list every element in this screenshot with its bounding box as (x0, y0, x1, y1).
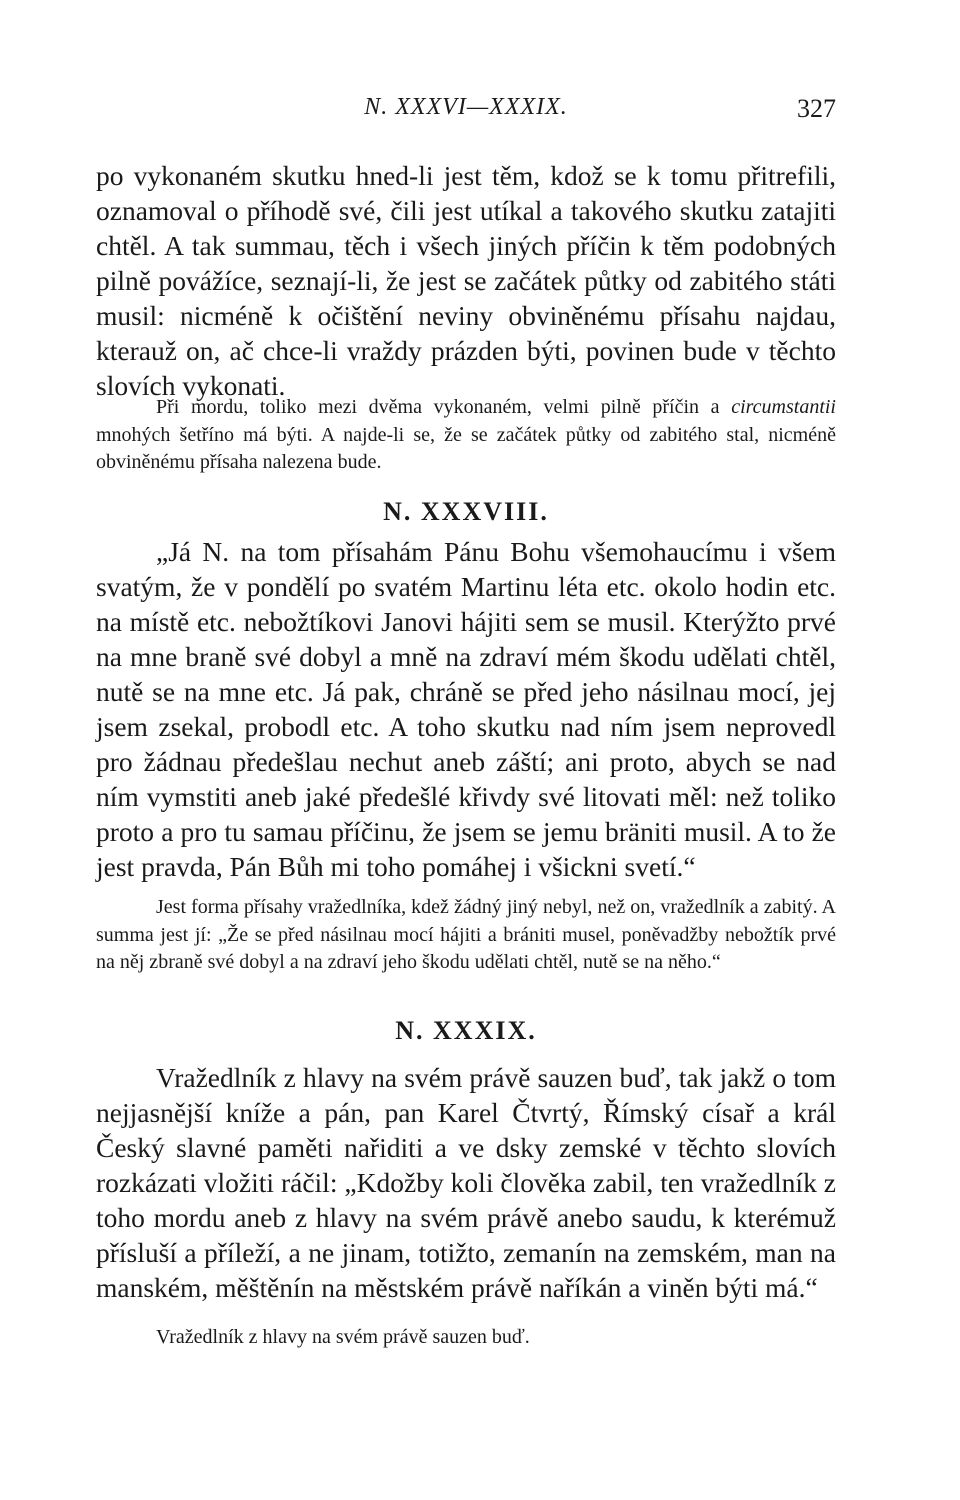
note-italic-term: circumstantii (731, 396, 836, 418)
section-38-note: Jest forma přísahy vražedlníka, kdež žádný jiný nebyl, než on, vražedlník a zabitý. A summa jest jí: „Že se před násilnau mocí hájiti a brániti musel, poněvadžby nebožtík prvé na něj zbraně své dobyl a na zdraví jeho škodu udělati chtěl, nutě se na něho.“ (96, 896, 836, 973)
section-39-text: Vražedlník z hlavy na svém právě sauzen buď, tak jakž o tom nejjasnější kníže a pán, pan Karel Čtvrtý, Římský císař a král Český slavné paměti nařiditi a ve dsky zemské v těchto slovích rozkázati vložiti ráčil: „Kdožby koli člověka zabil, ten vražedlník z toho mordu aneb z hlavy na svém právě anebo saudu, k kterémuž přísluší a příleží, a ne jinam, totižto, zemanín na zemském, man na manském, měštěnín na městském právě naříkán a viněn býti má.“ (96, 1062, 836, 1303)
note-text-end: mnohých šetříno má býti. A najde-li se, že se začátek půtky od zabitého stal, nicméně obviněnému přísaha nalezena bude. (96, 423, 836, 473)
running-title: N. XXXVI—XXXIX. (364, 94, 568, 120)
section-heading-39: N. XXXIX. (395, 1016, 537, 1045)
section-37-note (96, 394, 836, 477)
page-number: 327 (797, 94, 836, 123)
note-text-start: Při mordu, toliko mezi dvěma vykonaném, velmi pilně příčin a (156, 396, 732, 418)
oath-text: „Já N. na tom přísahám Pánu Bohu všemohaucímu i všem svatým, že v pondělí po svatém Martinu léta etc. okolo hodin etc. na místě etc. nebožtíkovi Janovi hájiti sem se musil. Kterýžto prvé na mne braně své dobyl a mně na zdraví mém škodu udělati chtěl, nutě se na mne etc. Já pak, chráně se před jeho násilnau mocí, jej jsem zsekal, probodl etc. A toho skutku nad ním jsem neprovedl pro žádnau předešlau nechut aneb záští; ani proto, abych se nad ním vymstiti aneb jaké předešlé křivdy své litovati měl: než toliko proto a pro tu samau příčinu, že jsem se jemu bräniti musil. A to že jest pravda, Pán Bůh mi toho pomáhej i všickni svetí.“ (96, 536, 836, 882)
section-39-note: Vražedlník z hlavy na svém právě sauzen buď. (156, 1326, 530, 1348)
section-heading-38: N. XXXVIII. (383, 497, 549, 526)
running-head (96, 94, 836, 128)
continued-paragraph: po vykonaném skutku hned-li jest těm, kdož se k tomu přitrefili, oznamoval o příhodě své, čili jest utíkal a takového skutku zatajiti chtěl. A tak summau, těch i všech jiných příčin k těm podobných pilně povážíce, seznají-li, že jest se začátek půtky od zabitého státi musil: nicméně k očištění neviny obviněnému přísahu najdau, kterauž on, ač chce-li vraždy prázden býti, povinen bude v těchto slovích vykonati. (96, 160, 836, 401)
